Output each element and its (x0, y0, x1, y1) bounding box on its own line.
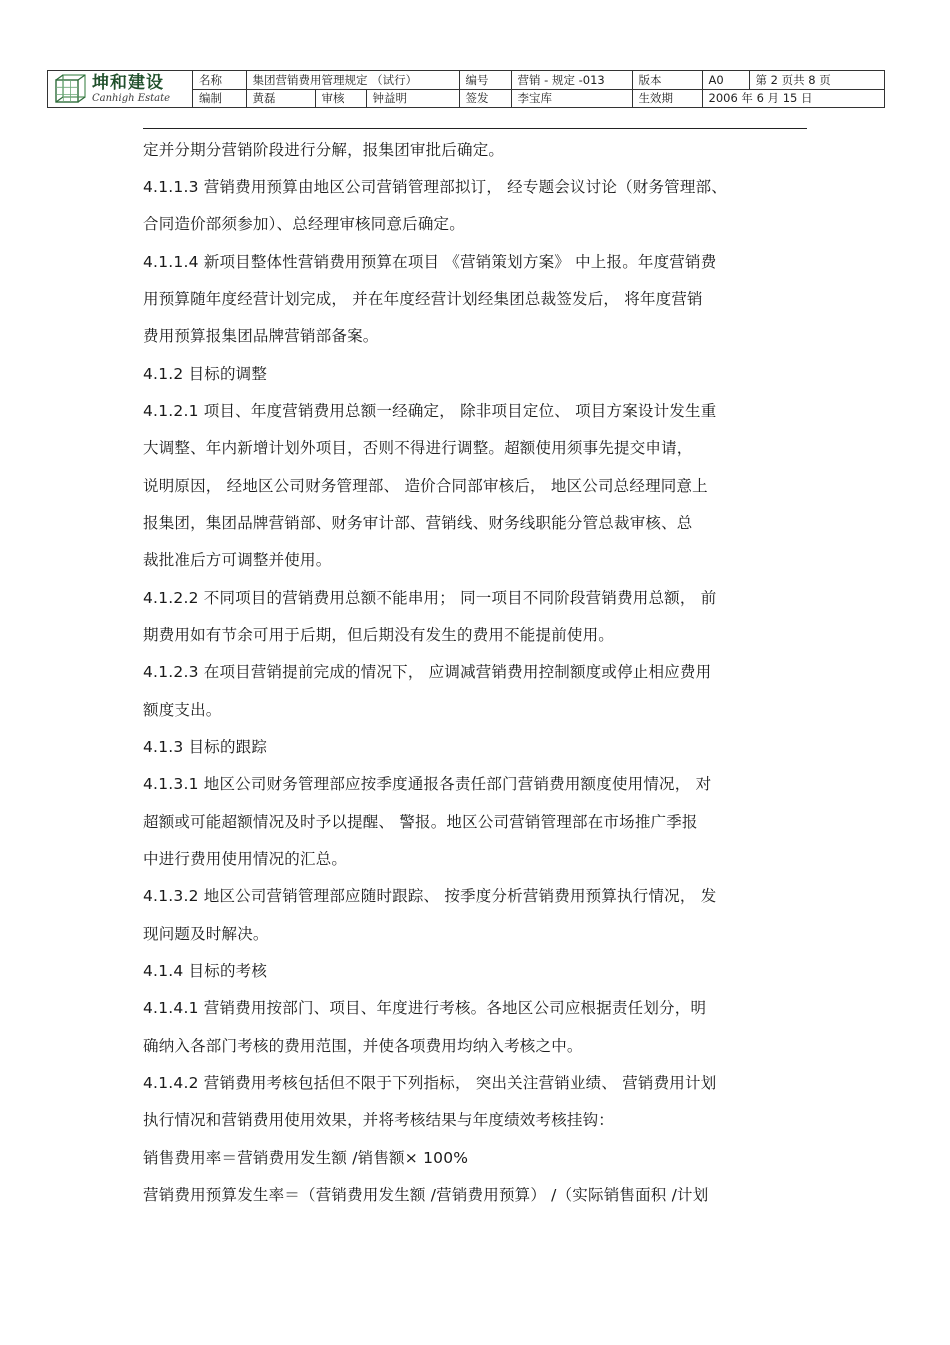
text-line: 说明原因， 经地区公司财务管理部、 造价合同部审核后， 地区公司总经理同意上 (143, 477, 708, 495)
document-name: 集团营销费用管理规定 （试行） (246, 71, 459, 89)
text-line: 合同造价部须参加）、总经理审核同意后确定。 (143, 215, 465, 233)
text-line: 费用预算报集团品牌营销部备案。 (143, 327, 379, 345)
logo-english-name: Canhigh Estate (92, 92, 171, 104)
text-line: 期费用如有节余可用于后期，但后期没有发生的费用不能提前使用。 (143, 626, 615, 644)
text-line: 4.1.3.1 地区公司财务管理部应按季度通报各责任部门营销费用额度使用情况， 对 (143, 775, 712, 793)
header-table (193, 71, 884, 107)
text-line: 4.1.1.3 营销费用预算由地区公司营销管理部拟订， 经专题会议讨论（财务管理部、 (143, 178, 727, 196)
version-label: 版本 (632, 71, 702, 89)
text-line: 执行情况和营销费用使用效果，并将考核结果与年度绩效考核挂钩： (143, 1111, 615, 1129)
text-line: 4.1.2.1 项目、年度营销费用总额一经确定， 除非项目定位、 项目方案设计发生重 (143, 402, 717, 420)
document-code: 营销 - 规定 -013 (511, 71, 632, 89)
text-line: 确纳入各部门考核的费用范围，并使各项费用均纳入考核之中。 (143, 1037, 583, 1055)
text-line: 4.1.2.2 不同项目的营销费用总额不能串用； 同一项目不同阶段营销费用总额， 前 (143, 589, 717, 607)
section-heading: 4.1.2 目标的调整 (143, 365, 268, 383)
text-line: 用预算随年度经营计划完成， 并在年度经营计划经集团总裁签发后， 将年度营销 (143, 290, 703, 308)
text-line: 中进行费用使用情况的汇总。 (143, 850, 348, 868)
name-label: 名称 (193, 71, 246, 89)
effective-label: 生效期 (632, 89, 702, 107)
text-line: 裁批准后方可调整并使用。 (143, 551, 332, 569)
text-line: 报集团，集团品牌营销部、财务审计部、营销线、财务线职能分管总裁审核、总 (143, 514, 693, 532)
page-info: 第 2 页共 8 页 (749, 71, 884, 89)
company-logo (48, 71, 193, 107)
text-line: 4.1.3.2 地区公司营销管理部应随时跟踪、 按季度分析营销费用预算执行情况， 发 (143, 887, 717, 905)
logo-cube-icon (54, 74, 88, 104)
logo-chinese-name: 坤和建设 (92, 72, 164, 93)
version-value: A0 (702, 71, 749, 89)
review-label: 审核 (315, 89, 366, 107)
text-line: 4.1.1.4 新项目整体性营销费用预算在项目 《营销策划方案》 中上报。年度营销费 (143, 253, 717, 271)
section-heading: 4.1.4 目标的考核 (143, 962, 268, 980)
text-line: 定并分期分营销阶段进行分解，报集团审批后确定。 (143, 141, 505, 159)
author-value: 黄磊 (246, 89, 315, 107)
text-line: 4.1.4.1 营销费用按部门、项目、年度进行考核。各地区公司应根据责任划分，明 (143, 999, 707, 1017)
text-line: 超额或可能超额情况及时予以提醒、 警报。地区公司营销管理部在市场推广季报 (143, 813, 698, 831)
text-line: 现问题及时解决。 (143, 925, 269, 943)
text-line: 4.1.2.3 在项目营销提前完成的情况下， 应调减营销费用控制额度或停止相应费用 (143, 663, 712, 681)
section-heading: 4.1.3 目标的跟踪 (143, 738, 268, 756)
sign-label: 签发 (459, 89, 511, 107)
text-line: 4.1.4.2 营销费用考核包括但不限于下列指标， 突出关注营销业绩、 营销费用计划 (143, 1074, 717, 1092)
document-header (47, 70, 885, 108)
formula-line: 销售费用率＝营销费用发生额 /销售额× 100% (143, 1149, 469, 1167)
formula-line: 营销费用预算发生率＝（营销费用发生额 /营销费用预算） /（实际销售面积 /计划 (143, 1186, 709, 1204)
text-line: 额度支出。 (143, 701, 222, 719)
header-divider (143, 128, 807, 129)
author-label: 编制 (193, 89, 246, 107)
effective-date: 2006 年 6 月 15 日 (702, 89, 884, 107)
sign-value: 李宝库 (511, 89, 632, 107)
review-value: 钟益明 (366, 89, 459, 107)
text-line: 大调整、年内新增计划外项目，否则不得进行调整。超额使用须事先提交申请， (143, 439, 693, 457)
code-label: 编号 (459, 71, 511, 89)
